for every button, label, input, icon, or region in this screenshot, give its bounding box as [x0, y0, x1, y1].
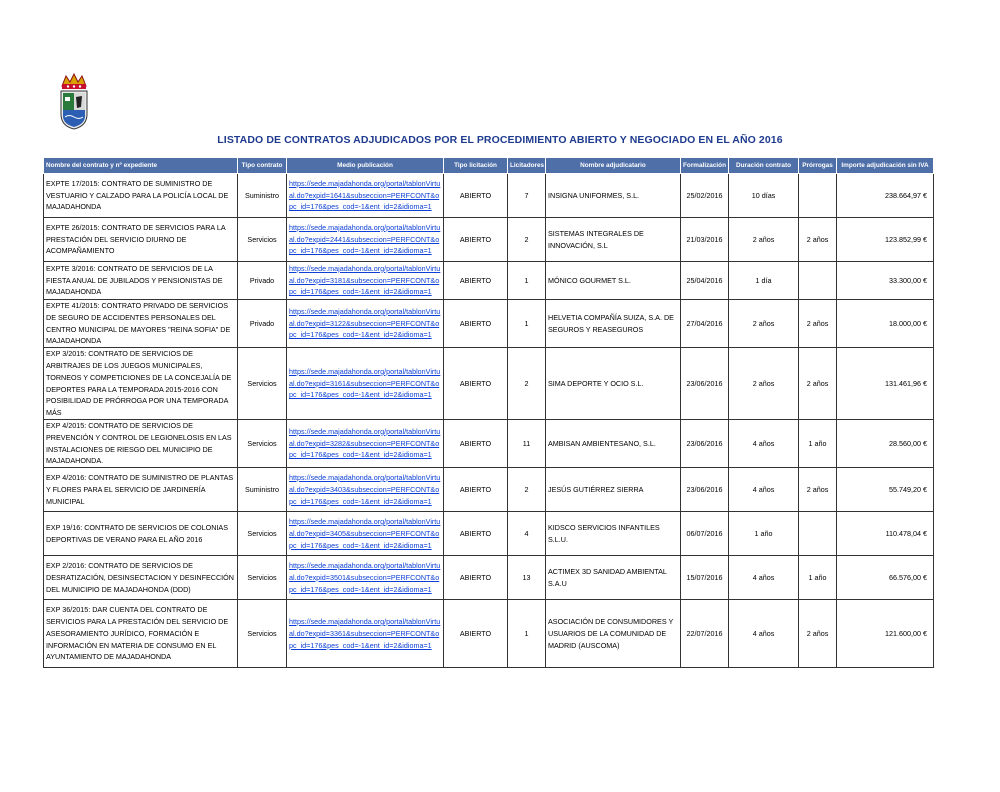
publication-link	[287, 262, 444, 300]
extensions: 2 años	[799, 600, 837, 668]
bidders-count: 1	[508, 300, 546, 348]
table-row	[44, 262, 934, 300]
publication-link-anchor[interactable]: https://sede.majadahonda.org/portal/tablonVirtual.do?expid=3282&subseccion=PERFCONT&opc_id=176&pes_cod=-1&ent_id=2&idioma=1	[289, 426, 441, 460]
table-row	[44, 348, 934, 420]
publication-link-anchor[interactable]: https://sede.majadahonda.org/portal/tablonVirtual.do?expid=3122&subseccion=PERFCONT&opc_id=176&pes_cod=-1&ent_id=2&idioma=1	[289, 306, 441, 340]
bidders-count: 2	[508, 218, 546, 262]
award-amount: 238.664,97 €	[837, 174, 934, 218]
tender-type: ABIERTO	[444, 262, 508, 300]
bidders-count: 2	[508, 348, 546, 420]
tender-type: ABIERTO	[444, 419, 508, 467]
publication-link-anchor[interactable]: https://sede.majadahonda.org/portal/tablonVirtual.do?expid=3501&subseccion=PERFCONT&opc_id=176&pes_cod=-1&ent_id=2&idioma=1	[289, 560, 441, 594]
tender-type: ABIERTO	[444, 174, 508, 218]
contract-name: EXP 3/2015: CONTRATO DE SERVICIOS DE ARBITRAJES DE LOS JUEGOS MUNICIPALES, TORNEOS Y COMPETICIONES DE LA CONCEJALÍA DE DEPORTES PARA LA TEMPORADA 2015-2016 CON POSIBILIDAD DE PRÓRROGA POR UNA TEMPORADA MÁS	[44, 348, 238, 420]
contract-duration: 2 años	[729, 348, 799, 420]
award-amount: 33.300,00 €	[837, 262, 934, 300]
publication-link-anchor[interactable]: https://sede.majadahonda.org/portal/tablonVirtual.do?expid=2441&subseccion=PERFCONT&opc_id=176&pes_cod=-1&ent_id=2&idioma=1	[289, 222, 441, 256]
contract-name: EXPTE 41/2015: CONTRATO PRIVADO DE SERVICIOS DE SEGURO DE ACCIDENTES PERSONALES DEL CENTRO MUNICIPAL DE MAYORES "REINA SOFIA" DE MAJADAHONDA	[44, 300, 238, 348]
contract-type: Servicios	[238, 218, 287, 262]
award-amount: 131.461,96 €	[837, 348, 934, 420]
contract-name: EXP 19/16: CONTRATO DE SERVICIOS DE COLONIAS DEPORTIVAS DE VERANO PARA EL AÑO 2016	[44, 512, 238, 556]
formalization-date: 23/06/2016	[681, 348, 729, 420]
formalization-date: 15/07/2016	[681, 556, 729, 600]
table-row	[44, 419, 934, 467]
contract-type: Suministro	[238, 174, 287, 218]
awardee-name: ASOCIACIÓN DE CONSUMIDORES Y USUARIOS DE LA COMUNIDAD DE MADRID (AUSCOMA)	[546, 600, 681, 668]
contract-name: EXP 36/2015: DAR CUENTA DEL CONTRATO DE SERVICIOS PARA LA PRESTACIÓN DEL SERVICIO DE ASESORAMIENTO JURÍDICO, FORMACIÓN E INFORMACIÓN EN MATERIA DE CONSUMO EN EL AYUNTAMIENTO DE MAJADAHONDA	[44, 600, 238, 668]
table-row	[44, 300, 934, 348]
contract-duration: 4 años	[729, 419, 799, 467]
awardee-name: SISTEMAS INTEGRALES DE INNOVACIÓN, S.L	[546, 218, 681, 262]
contract-duration: 2 años	[729, 300, 799, 348]
extensions: 1 año	[799, 556, 837, 600]
extensions	[799, 262, 837, 300]
col-adjudicatario: Nombre adjudicatario	[546, 158, 681, 174]
awardee-name: JESÚS GUTIÉRREZ SIERRA	[546, 468, 681, 512]
tender-type: ABIERTO	[444, 218, 508, 262]
publication-link-anchor[interactable]: https://sede.majadahonda.org/portal/tablonVirtual.do?expid=3405&subseccion=PERFCONT&opc_id=176&pes_cod=-1&ent_id=2&idioma=1	[289, 516, 441, 550]
extensions: 2 años	[799, 300, 837, 348]
awardee-name: MÓNICO GOURMET S.L.	[546, 262, 681, 300]
col-importe: Importe adjudicación sin IVA	[837, 158, 934, 174]
publication-link-anchor[interactable]: https://sede.majadahonda.org/portal/tablonVirtual.do?expid=3181&subseccion=PERFCONT&opc_id=176&pes_cod=-1&ent_id=2&idioma=1	[289, 263, 441, 297]
extensions: 1 año	[799, 419, 837, 467]
formalization-date: 25/02/2016	[681, 174, 729, 218]
contract-type: Servicios	[238, 348, 287, 420]
publication-link-anchor[interactable]: https://sede.majadahonda.org/portal/tablonVirtual.do?expid=1641&subseccion=PERFCONT&opc_id=176&pes_cod=-1&ent_id=2&idioma=1	[289, 178, 441, 212]
col-duracion: Duración contrato	[729, 158, 799, 174]
awardee-name: AMBISAN AMBIENTESANO, S.L.	[546, 419, 681, 467]
awardee-name: SIMA DEPORTE Y OCIO S.L.	[546, 348, 681, 420]
contract-name: EXP 4/2015: CONTRATO DE SERVICIOS DE PREVENCIÓN Y CONTROL DE LEGIONELOSIS EN LAS INSTALACIONES DE RIESGO DEL MUNICIPIO DE MAJADAHONDA.	[44, 419, 238, 467]
table-row	[44, 468, 934, 512]
contract-duration: 1 año	[729, 512, 799, 556]
award-amount: 55.749,20 €	[837, 468, 934, 512]
tender-type: ABIERTO	[444, 512, 508, 556]
bidders-count: 2	[508, 468, 546, 512]
awardee-name: KIDSCO SERVICIOS INFANTILES S.L.U.	[546, 512, 681, 556]
bidders-count: 13	[508, 556, 546, 600]
bidders-count: 7	[508, 174, 546, 218]
publication-link	[287, 419, 444, 467]
publication-link	[287, 512, 444, 556]
bidders-count: 1	[508, 262, 546, 300]
award-amount: 18.000,00 €	[837, 300, 934, 348]
contract-type: Suministro	[238, 468, 287, 512]
contract-duration: 2 años	[729, 218, 799, 262]
tender-type: ABIERTO	[444, 468, 508, 512]
extensions: 2 años	[799, 218, 837, 262]
col-licitacion: Tipo licitación	[444, 158, 508, 174]
coat-of-arms-logo	[54, 72, 94, 130]
extensions	[799, 512, 837, 556]
contract-name: EXPTE 26/2015: CONTRATO DE SERVICIOS PARA LA PRESTACIÓN DEL SERVICIO DIURNO DE ACOMPAÑAMIENTO	[44, 218, 238, 262]
awardee-name: HELVETIA COMPAÑÍA SUIZA, S.A. DE SEGUROS Y REASEGUROS	[546, 300, 681, 348]
award-amount: 66.576,00 €	[837, 556, 934, 600]
contract-type: Servicios	[238, 512, 287, 556]
formalization-date: 21/03/2016	[681, 218, 729, 262]
tender-type: ABIERTO	[444, 600, 508, 668]
contract-duration: 10 días	[729, 174, 799, 218]
formalization-date: 23/06/2016	[681, 419, 729, 467]
award-amount: 121.600,00 €	[837, 600, 934, 668]
publication-link	[287, 348, 444, 420]
contract-duration: 4 años	[729, 468, 799, 512]
tender-type: ABIERTO	[444, 556, 508, 600]
publication-link	[287, 600, 444, 668]
publication-link-anchor[interactable]: https://sede.majadahonda.org/portal/tablonVirtual.do?expid=3403&subseccion=PERFCONT&opc_id=176&pes_cod=-1&ent_id=2&idioma=1	[289, 472, 441, 506]
table-row	[44, 174, 934, 218]
award-amount: 123.852,99 €	[837, 218, 934, 262]
publication-link	[287, 556, 444, 600]
contract-type: Servicios	[238, 556, 287, 600]
tender-type: ABIERTO	[444, 348, 508, 420]
col-licitadores: Licitadores	[508, 158, 546, 174]
contract-name: EXPTE 3/2016: CONTRATO DE SERVICIOS DE LA FIESTA ANUAL DE JUBILADOS Y PENSIONISTAS DE MAJADAHONDA	[44, 262, 238, 300]
publication-link	[287, 174, 444, 218]
formalization-date: 25/04/2016	[681, 262, 729, 300]
publication-link	[287, 468, 444, 512]
formalization-date: 27/04/2016	[681, 300, 729, 348]
formalization-date: 23/06/2016	[681, 468, 729, 512]
publication-link	[287, 218, 444, 262]
extensions: 2 años	[799, 468, 837, 512]
col-nombre: Nombre del contrato y nº expediente	[44, 158, 238, 174]
col-tipo: Tipo contrato	[238, 158, 287, 174]
table-header-row	[44, 158, 934, 174]
formalization-date: 06/07/2016	[681, 512, 729, 556]
col-medio: Medio publicación	[287, 158, 444, 174]
publication-link-anchor[interactable]: https://sede.majadahonda.org/portal/tablonVirtual.do?expid=3161&subseccion=PERFCONT&opc_id=176&pes_cod=-1&ent_id=2&idioma=1	[289, 366, 441, 400]
table-row	[44, 600, 934, 668]
page-title: LISTADO DE CONTRATOS ADJUDICADOS POR EL PROCEDIMIENTO ABIERTO Y NEGOCIADO EN EL AÑO 2016	[217, 134, 783, 146]
contract-type: Servicios	[238, 600, 287, 668]
extensions	[799, 174, 837, 218]
publication-link	[287, 300, 444, 348]
table-row	[44, 512, 934, 556]
col-formalizacion: Formalización	[681, 158, 729, 174]
contract-name: EXP 2/2016: CONTRATO DE SERVICIOS DE DESRATIZACIÓN, DESINSECTACION Y DESINFECCIÓN DEL MUNICIPIO DE MAJADAHONDA (DDD)	[44, 556, 238, 600]
table-row	[44, 218, 934, 262]
col-prorrogas: Prórrogas	[799, 158, 837, 174]
awardee-name: INSIGNA UNIFORMES, S.L.	[546, 174, 681, 218]
contracts-table	[43, 157, 934, 668]
contract-type: Privado	[238, 262, 287, 300]
formalization-date: 22/07/2016	[681, 600, 729, 668]
bidders-count: 4	[508, 512, 546, 556]
bidders-count: 11	[508, 419, 546, 467]
publication-link-anchor[interactable]: https://sede.majadahonda.org/portal/tablonVirtual.do?expid=3361&subseccion=PERFCONT&opc_id=176&pes_cod=-1&ent_id=2&idioma=1	[289, 616, 441, 650]
contract-name: EXPTE 17/2015: CONTRATO DE SUMINISTRO DE VESTUARIO Y CALZADO PARA LA POLICÍA LOCAL DE MAJADAHONDA	[44, 174, 238, 218]
extensions: 2 años	[799, 348, 837, 420]
tender-type: ABIERTO	[444, 300, 508, 348]
awardee-name: ACTIMEX 3D SANIDAD AMBIENTAL S.A.U	[546, 556, 681, 600]
award-amount: 110.478,04 €	[837, 512, 934, 556]
contract-name: EXP 4/2016: CONTRATO DE SUMINISTRO DE PLANTAS Y FLORES PARA EL SERVICIO DE JARDINERÍA MUNICIPAL	[44, 468, 238, 512]
table-row	[44, 556, 934, 600]
bidders-count: 1	[508, 600, 546, 668]
contract-type: Privado	[238, 300, 287, 348]
contract-duration: 4 años	[729, 600, 799, 668]
award-amount: 28.560,00 €	[837, 419, 934, 467]
contract-duration: 4 años	[729, 556, 799, 600]
contract-duration: 1 día	[729, 262, 799, 300]
contract-type: Servicios	[238, 419, 287, 467]
